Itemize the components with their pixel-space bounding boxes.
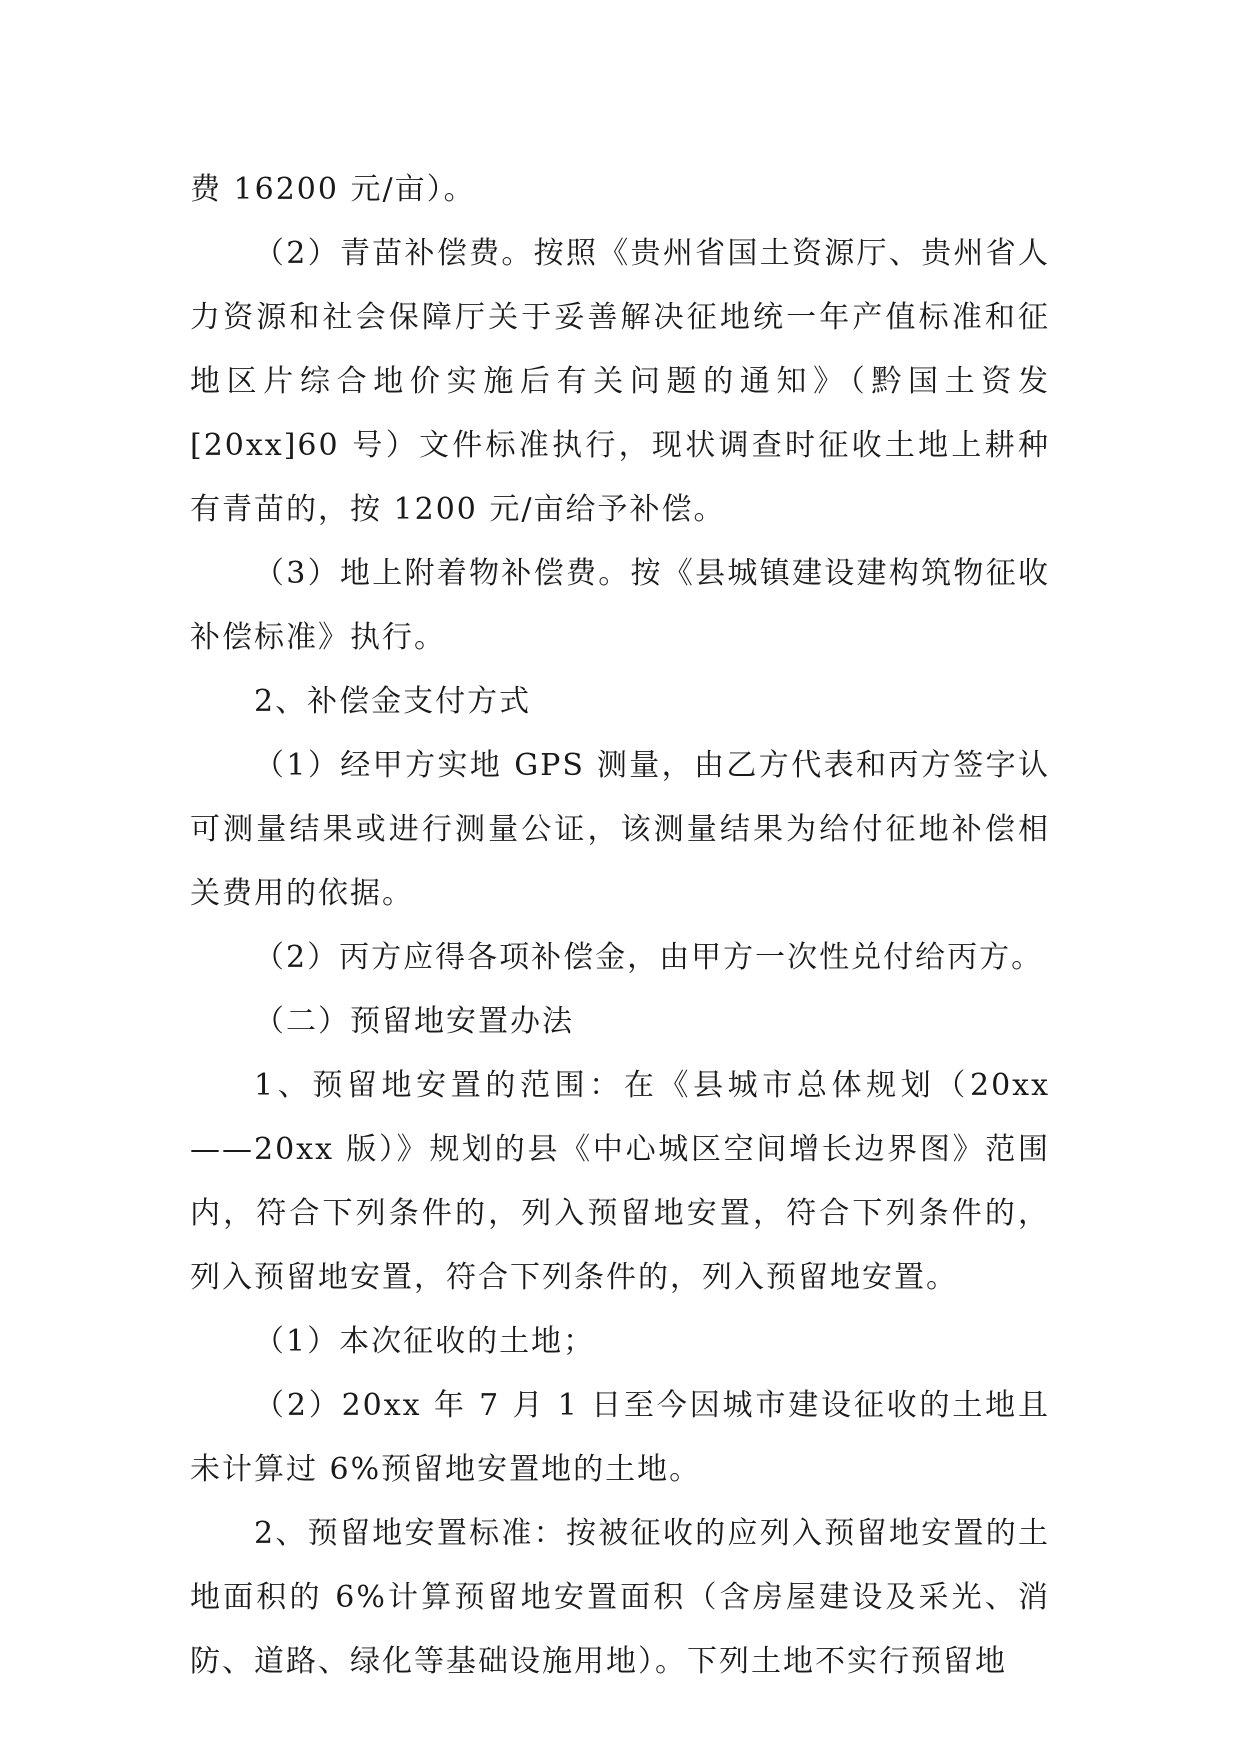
paragraph: 1、预留地安置的范围：在《县城市总体规划（20xx——20xx 版）》规划的县《中心城区空间增长边界图》范围内，符合下列条件的，列入预留地安置，符合下列条件的，列入预留地安置，符合下列条件的，列入预留地安置。 [190, 1068, 1050, 1295]
paragraph: 2、补偿金支付方式 [254, 684, 532, 719]
paragraph: 费 16200 元/亩）。 [190, 172, 476, 207]
paragraph: （2）20xx 年 7 月 1 日至今因城市建设征收的土地且未计算过 6%预留地安置地的土地。 [190, 1388, 1050, 1487]
paragraph: （2）青苗补偿费。按照《贵州省国土资源厅、贵州省人力资源和社会保障厅关于妥善解决征地统一年产值标准和征地区片综合地价实施后有关问题的通知》（黔国土资发[20xx]60 号）文件标准执行，现状调查时征收土地上耕种有青苗的，按 1200 元/亩给予补偿。 [190, 236, 1050, 527]
paragraph: （1）本次征收的土地； [254, 1324, 596, 1359]
paragraph: （2）丙方应得各项补偿金，由甲方一次性兑付给丙方。 [254, 940, 1044, 975]
paragraph: （二）预留地安置办法 [254, 1004, 574, 1039]
document-body [190, 158, 1050, 1694]
paragraph: （1）经甲方实地 GPS 测量，由乙方代表和丙方签字认可测量结果或进行测量公证，该测量结果为给付征地补偿相关费用的依据。 [190, 748, 1050, 911]
paragraph: （3）地上附着物补偿费。按《县城镇建设建构筑物征收补偿标准》执行。 [190, 556, 1050, 655]
paragraph: 2、预留地安置标准：按被征收的应列入预留地安置的土地面积的 6%计算预留地安置面积（含房屋建设及采光、消防、道路、绿化等基础设施用地）。下列土地不实行预留地 [190, 1516, 1050, 1679]
